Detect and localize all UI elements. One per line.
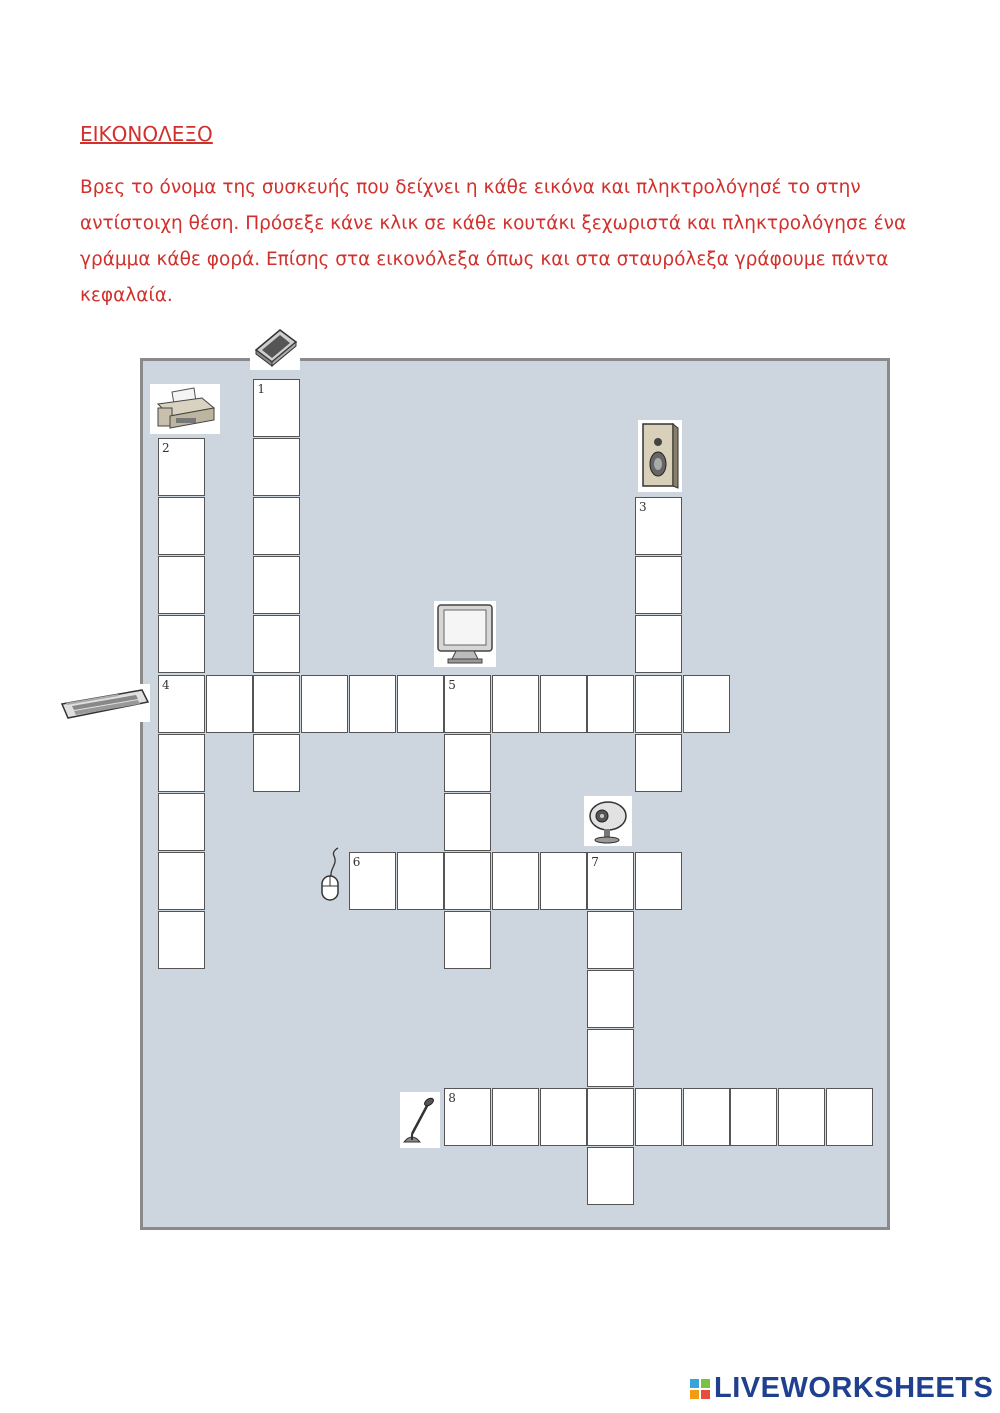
crossword-cell[interactable] (683, 1088, 730, 1146)
crossword-cell[interactable] (444, 911, 491, 969)
crossword-cell[interactable] (730, 1088, 777, 1146)
letter-input[interactable] (636, 853, 681, 909)
letter-input[interactable] (588, 971, 633, 1027)
scanner-icon (250, 320, 300, 370)
letter-input[interactable] (588, 1089, 633, 1145)
crossword-cell[interactable] (587, 911, 634, 969)
crossword-cell[interactable] (635, 556, 682, 614)
crossword-cell[interactable] (253, 556, 300, 614)
letter-input[interactable] (588, 853, 633, 909)
crossword-cell[interactable] (444, 1088, 491, 1146)
crossword-cell[interactable] (540, 852, 587, 910)
letter-input[interactable] (254, 557, 299, 613)
letter-input[interactable] (493, 1089, 538, 1145)
crossword-cell[interactable] (253, 379, 300, 437)
crossword-cell[interactable] (158, 911, 205, 969)
crossword-cell[interactable] (158, 438, 205, 496)
letter-input[interactable] (636, 616, 681, 672)
crossword-cell[interactable] (778, 1088, 825, 1146)
crossword-cell[interactable] (397, 675, 444, 733)
crossword-cell[interactable] (492, 675, 539, 733)
letter-input[interactable] (636, 676, 681, 732)
letter-input[interactable] (588, 1148, 633, 1204)
letter-input[interactable] (684, 676, 729, 732)
microphone-icon (400, 1092, 440, 1148)
letter-input[interactable] (541, 1089, 586, 1145)
letter-input[interactable] (588, 1030, 633, 1086)
crossword-cell[interactable] (587, 970, 634, 1028)
liveworksheets-logo (690, 1372, 993, 1405)
letter-input[interactable] (445, 735, 490, 791)
crossword-cell[interactable] (158, 497, 205, 555)
crossword-cell[interactable] (635, 497, 682, 555)
letter-input[interactable] (159, 498, 204, 554)
crossword-cell[interactable] (158, 556, 205, 614)
clue-number-7: 7 (591, 854, 599, 869)
letter-input[interactable] (254, 616, 299, 672)
crossword-cell[interactable] (635, 852, 682, 910)
mouse-icon (318, 846, 344, 904)
letter-input[interactable] (159, 853, 204, 909)
brand-name: LIVEWORKSHEETS (714, 1372, 994, 1404)
clue-number-2: 2 (162, 441, 170, 456)
letter-input[interactable] (636, 557, 681, 613)
crossword-cell[interactable] (635, 675, 682, 733)
crossword-cell[interactable] (158, 615, 205, 673)
letter-input[interactable] (636, 498, 681, 554)
crossword-cell[interactable] (444, 852, 491, 910)
letter-input[interactable] (254, 676, 299, 732)
letter-input[interactable] (159, 439, 204, 495)
crossword-cell[interactable] (826, 1088, 873, 1146)
letter-input[interactable] (254, 380, 299, 436)
letter-input[interactable] (493, 676, 538, 732)
crossword-cell[interactable] (587, 1029, 634, 1087)
letter-input[interactable] (445, 1089, 490, 1145)
letter-input[interactable] (159, 912, 204, 968)
crossword-cell[interactable] (253, 497, 300, 555)
crossword-cell[interactable] (444, 734, 491, 792)
letter-input[interactable] (541, 676, 586, 732)
crossword-cell[interactable] (683, 675, 730, 733)
crossword-cell[interactable] (492, 852, 539, 910)
letter-input[interactable] (350, 676, 395, 732)
crossword-cell[interactable] (540, 675, 587, 733)
letter-input[interactable] (636, 1089, 681, 1145)
crossword-cell[interactable] (158, 852, 205, 910)
crossword-cell[interactable] (301, 675, 348, 733)
letter-input[interactable] (493, 853, 538, 909)
monitor-icon (434, 601, 496, 667)
clue-number-1: 1 (257, 382, 266, 396)
letter-input[interactable] (541, 853, 586, 909)
crossword-cell[interactable] (444, 793, 491, 851)
letter-input[interactable] (588, 912, 633, 968)
letter-input[interactable] (684, 1089, 729, 1145)
letter-input[interactable] (779, 1089, 824, 1145)
crossword-cell[interactable] (349, 675, 396, 733)
clue-number-4: 4 (162, 677, 170, 692)
crossword-cell[interactable] (635, 615, 682, 673)
clue-number-3: 3 (639, 500, 647, 515)
crossword-cell[interactable] (158, 734, 205, 792)
letter-input[interactable] (159, 676, 204, 732)
crossword-cell[interactable] (635, 1088, 682, 1146)
letter-input[interactable] (302, 676, 347, 732)
letter-input[interactable] (588, 676, 633, 732)
crossword-cell[interactable] (444, 675, 491, 733)
crossword-cell[interactable] (158, 675, 205, 733)
letter-input[interactable] (159, 735, 204, 791)
letter-input[interactable] (254, 735, 299, 791)
letter-input[interactable] (254, 439, 299, 495)
letter-input[interactable] (159, 616, 204, 672)
letter-input[interactable] (636, 735, 681, 791)
crossword-cell[interactable] (206, 675, 253, 733)
letter-input[interactable] (445, 676, 490, 732)
crossword-cell[interactable] (253, 438, 300, 496)
liveworksheets-mark-icon (690, 1379, 710, 1399)
letter-input[interactable] (350, 853, 395, 909)
clue-number-6: 6 (352, 854, 361, 869)
letter-input[interactable] (159, 557, 204, 613)
letter-input[interactable] (731, 1089, 776, 1145)
letter-input[interactable] (445, 794, 490, 850)
letter-input[interactable] (398, 853, 443, 909)
crossword-cell[interactable] (587, 675, 634, 733)
letter-input[interactable] (445, 912, 490, 968)
worksheet-title: ΕΙΚΟΝΟΛΕΞΟ (80, 122, 213, 146)
crossword-cell[interactable] (158, 793, 205, 851)
crossword-cell[interactable] (253, 734, 300, 792)
letter-input[interactable] (159, 794, 204, 850)
crossword-cell[interactable] (635, 734, 682, 792)
crossword-cell[interactable] (253, 675, 300, 733)
crossword-cell[interactable] (397, 852, 444, 910)
letter-input[interactable] (207, 676, 252, 732)
clue-number-5: 5 (448, 677, 456, 692)
letter-input[interactable] (398, 676, 443, 732)
crossword-cell[interactable] (587, 1147, 634, 1205)
crossword-cell[interactable] (349, 852, 396, 910)
crossword-cell[interactable] (253, 615, 300, 673)
speaker-icon (638, 420, 682, 492)
keyboard-icon (58, 684, 150, 722)
crossword-cell[interactable] (587, 852, 634, 910)
crossword-cell[interactable] (492, 1088, 539, 1146)
printer-icon (150, 384, 220, 434)
webcam-icon (584, 796, 632, 846)
letter-input[interactable] (445, 853, 490, 909)
worksheet-instructions: Βρες το όνομα της συσκευής που δείχνει η κάθε εικόνα και πληκτρολόγησέ το στην αντίστοιχη θέση. Πρόσεξε κάνε κλικ σε κάθε κουτάκι ξεχωριστά και πληκτρολόγησε ένα γράμμα κάθε φορά. Επίσης στα εικονόλεξα όπως και στα σταυρόλεξα γράφουμε πάντα κεφαλαία. (80, 177, 907, 306)
crossword-cell[interactable] (540, 1088, 587, 1146)
letter-input[interactable] (827, 1089, 872, 1145)
clue-number-8: 8 (448, 1091, 456, 1106)
letter-input[interactable] (254, 498, 299, 554)
crossword-cell[interactable] (587, 1088, 634, 1146)
